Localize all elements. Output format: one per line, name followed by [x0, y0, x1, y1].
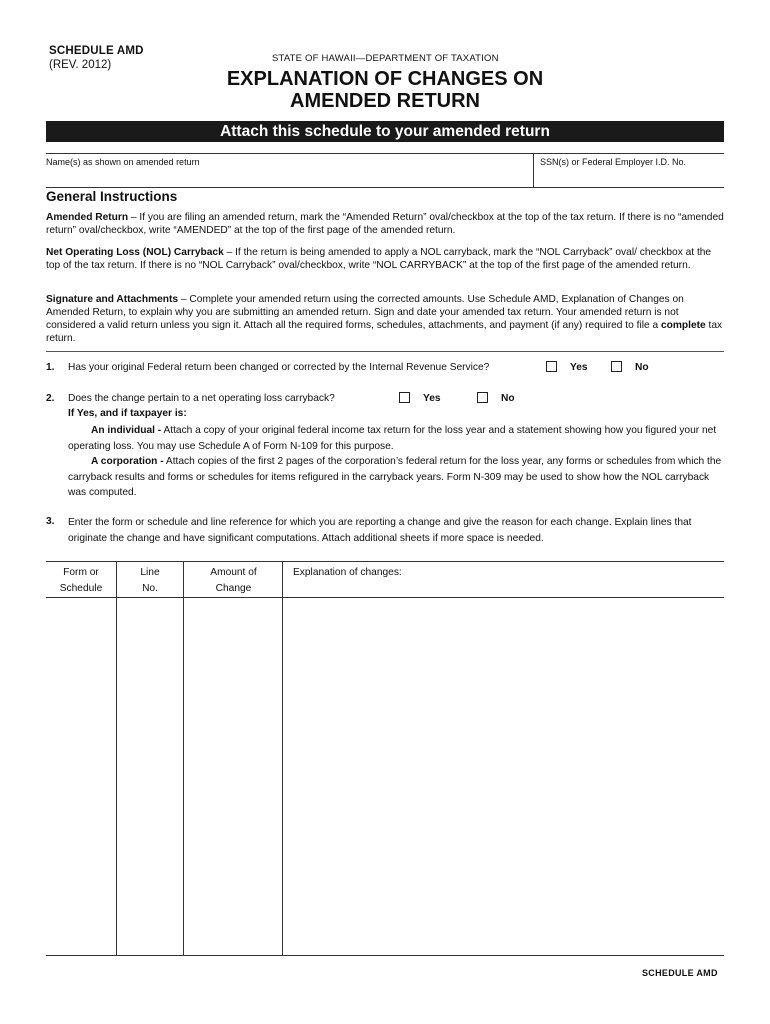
line-no-entry[interactable] [117, 598, 183, 955]
amount-entry[interactable] [184, 598, 282, 955]
general-instructions-heading: General Instructions [46, 189, 178, 204]
q1-no-label: No [635, 362, 649, 373]
nol-title: Net Operating Loss (NOL) Carryback [46, 247, 224, 258]
amended-return-text: – If you are filing an amended return, mark the “Amended Return” oval/checkbox at the top of the tax return. If there is no “amended return” oval/checkbox, write “AMENDED” at the top of the first page of the amended return. [46, 212, 724, 236]
corporation-text: Attach copies of the first 2 pages of the corporation’s federal return for the loss year, any forms or schedules from which the carryback results and forms or schedules for items refigured in the carryback years. Form N-309 may be used to show how the NOL carryback was computed. [68, 456, 722, 498]
individual-text: Attach a copy of your original federal income tax return for the loss year and a statement showing how you figured your net operating loss. You may use Schedule A of Form N-109 for this purpose. [68, 425, 717, 452]
amended-return-title: Amended Return [46, 212, 129, 223]
col-line-line2: No. [142, 582, 158, 594]
amended-return-paragraph [46, 211, 728, 237]
name-ssn-row [46, 153, 724, 188]
col-form-schedule-header [46, 565, 116, 596]
nol-text: – If the return is being amended to apply a NOL carryback, mark the “NOL Carryback” oval/ checkbox at the top of the tax return. If there is no “NOL Carryback” oval/checkbox, write “NOL CARRYBACK” at the top of the first page of the amended return. [46, 247, 712, 271]
title-line-2: AMENDED RETURN [290, 90, 480, 112]
col-line-no-header [117, 565, 183, 596]
divider-line [46, 351, 724, 352]
signature-title: Signature and Attachments [46, 294, 179, 305]
names-field[interactable] [46, 157, 532, 167]
q2-no-checkbox[interactable] [477, 392, 488, 403]
attach-banner: Attach this schedule to your amended return [46, 121, 724, 142]
department-name: STATE OF HAWAII—DEPARTMENT OF TAXATION [272, 53, 499, 64]
col-amount-line2: Change [215, 582, 252, 594]
changes-table [46, 561, 724, 956]
revision: (REV. 2012) [49, 59, 112, 71]
corporation-title: A corporation - [91, 456, 164, 467]
col-amount-header [184, 565, 283, 596]
if-yes-label: If Yes, and if taxpayer is: [68, 408, 187, 419]
col-form-line1: Form or [63, 567, 99, 578]
q1-yes-label: Yes [570, 362, 588, 373]
signature-end: tax return. [46, 320, 723, 344]
q1-text: Has your original Federal return been changed or corrected by the Internal Revenue Service? [68, 362, 490, 373]
ssn-field[interactable] [540, 157, 724, 167]
col-amount-line1: Amount of [210, 567, 257, 578]
q2-number: 2. [46, 393, 55, 404]
names-label: Name(s) as shown on amended return [46, 157, 200, 167]
page-title [150, 68, 620, 112]
col-line-line1: Line [140, 567, 160, 578]
q2-yes-checkbox[interactable] [399, 392, 410, 403]
q2-text: Does the change pertain to a net operating loss carryback? [68, 393, 335, 404]
q2-yes-label: Yes [423, 393, 441, 404]
individual-title: An individual - [91, 425, 162, 436]
explanation-entry[interactable] [283, 598, 724, 955]
schedule-id: SCHEDULE AMD [49, 45, 144, 57]
form-schedule-entry[interactable] [46, 598, 116, 955]
footer-schedule-id: SCHEDULE AMD [642, 968, 718, 978]
signature-bold: complete [660, 320, 706, 331]
title-line-1: EXPLANATION OF CHANGES ON [226, 68, 544, 90]
signature-paragraph [46, 293, 728, 345]
nol-paragraph [46, 246, 728, 272]
individual-paragraph [68, 423, 728, 454]
q2-no-label: No [501, 393, 515, 404]
q3-text: Enter the form or schedule and line reference for which you are reporting a change and give the reason for each change. Explain lines that originate the change and have significant computations. Attach additional sheets if more space is needed. [68, 517, 692, 544]
q1-number: 1. [46, 362, 55, 373]
name-row-divider [533, 154, 534, 187]
q3-number: 3. [46, 516, 55, 527]
signature-text: – Complete your amended return using the corrected amounts. Use Schedule AMD, Explanation of Changes on Amended Return, to explain why you are submitting an amended return. Sign and date your amended tax return. Your amended return is not considered a valid return unless you sign it. Attach all the required forms, schedules, attachments, and payment (if any) required to file a [46, 294, 684, 331]
corporation-paragraph [68, 454, 728, 501]
ssn-label: SSN(s) or Federal Employer I.D. No. [540, 157, 687, 167]
q1-yes-checkbox[interactable] [546, 361, 557, 372]
col-explanation-header: Explanation of changes: [293, 567, 402, 578]
q1-no-checkbox[interactable] [611, 361, 622, 372]
col-form-line2: Schedule [59, 582, 103, 594]
